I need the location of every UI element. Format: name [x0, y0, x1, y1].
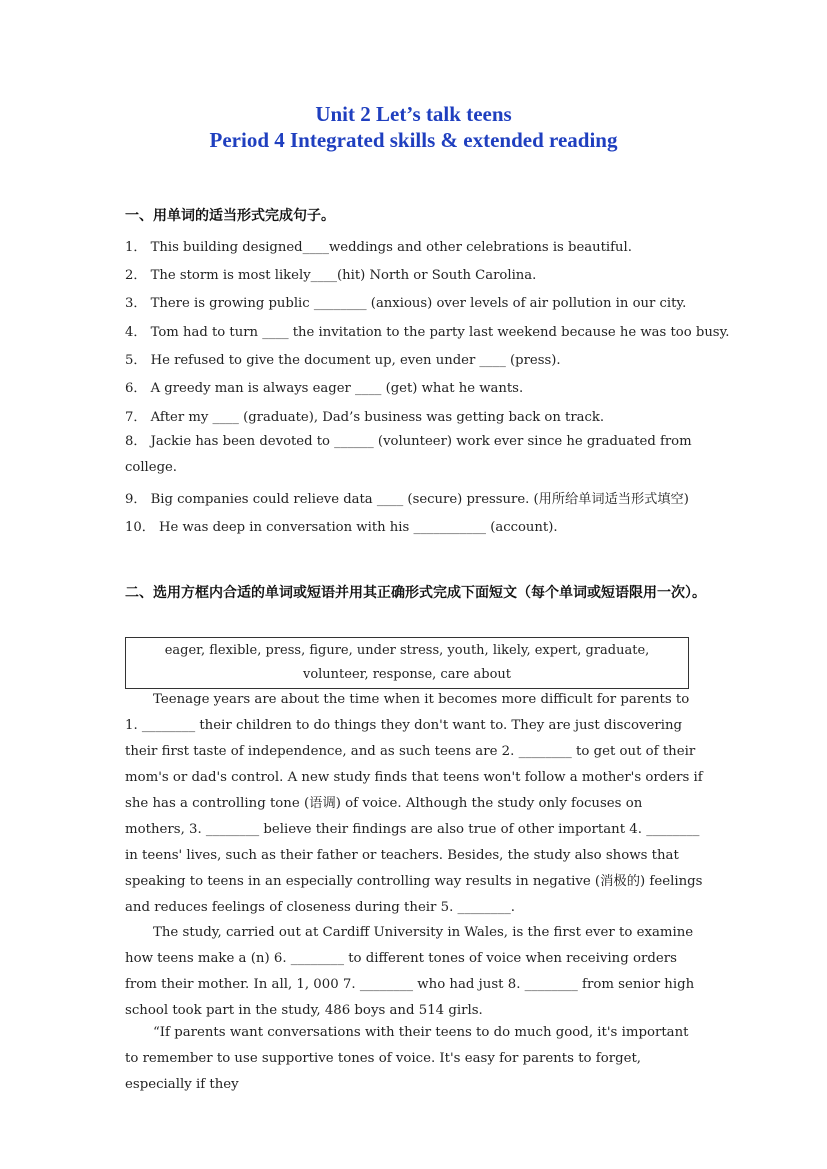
- exercise-item: 4． Tom had to turn ____ the invitation to the party last weekend because he was too busy.: [125, 325, 730, 340]
- passage-paragraph: Teenage years are about the time when it becomes more difficult for parents to 1. ________ their children to do things they don't want to. They are just discovering their first taste of independence, and as such teens are 2. ________ to get out of their mom's or dad's control. A new study finds that teens won't follow a mother's orders if she has a controlling tone (语调) of voice. Although the study only focuses on mothers, 3. ________ believe their findings are also true of other important 4. ________ in teens' lives, such as their father or teachers. Besides, the study also shows that speaking to teens in an especially controlling way results in negative (消极的) feelings and reduces feelings of closeness during their 5. ________.: [125, 692, 703, 915]
- exercise-item: 1． This building designed____weddings and other celebrations is beautiful.: [125, 240, 632, 255]
- exercise-item: 3． There is growing public ________ (anxious) over levels of air pollution in our city.: [125, 296, 687, 311]
- exercise-item: 2． The storm is most likely____(hit) North or South Carolina.: [125, 268, 537, 283]
- exercise-item: 10． He was deep in conversation with his ___________ (account).: [125, 520, 558, 535]
- passage-paragraph: “If parents want conversations with their teens to do much good, it's important to remember to use supportive tones of voice. It's easy for parents to forget, especially if they: [125, 1025, 689, 1092]
- exercise-item: 9． Big companies could relieve data ____ (secure) pressure. (用所给单词适当形式填空): [125, 492, 689, 507]
- exercise-item: 7． After my ____ (graduate), Dad’s business was getting back on track.: [125, 410, 605, 425]
- exercise-item: 8． Jackie has been devoted to ______ (volunteer) work ever since he graduated from college.: [125, 434, 692, 475]
- exercise-item: 5． He refused to give the document up, even under ____ (press).: [125, 353, 561, 368]
- section1-heading: 一、用单词的适当形式完成句子。: [125, 208, 335, 224]
- word-box: eager, flexible, press, figure, under stress, youth, likely, expert, graduate, volunteer, response, care about: [125, 637, 689, 689]
- document-subtitle: Period 4 Integrated skills & extended reading: [209, 128, 618, 152]
- document-title: Unit 2 Let’s talk teens: [315, 102, 512, 126]
- section2-heading: 二、选用方框内合适的单词或短语并用其正确形式完成下面短文（每个单词或短语限用一次）。: [125, 585, 706, 601]
- exercise-item: 6． A greedy man is always eager ____ (get) what he wants.: [125, 381, 524, 396]
- passage-paragraph: The study, carried out at Cardiff University in Wales, is the first ever to examine how teens make a (n) 6. ________ to different tones of voice when receiving orders from their mother. In all, 1, 000 7. ________ who had just 8. ________ from senior high school took part in the study, 486 boys and 514 girls.: [125, 925, 695, 1018]
